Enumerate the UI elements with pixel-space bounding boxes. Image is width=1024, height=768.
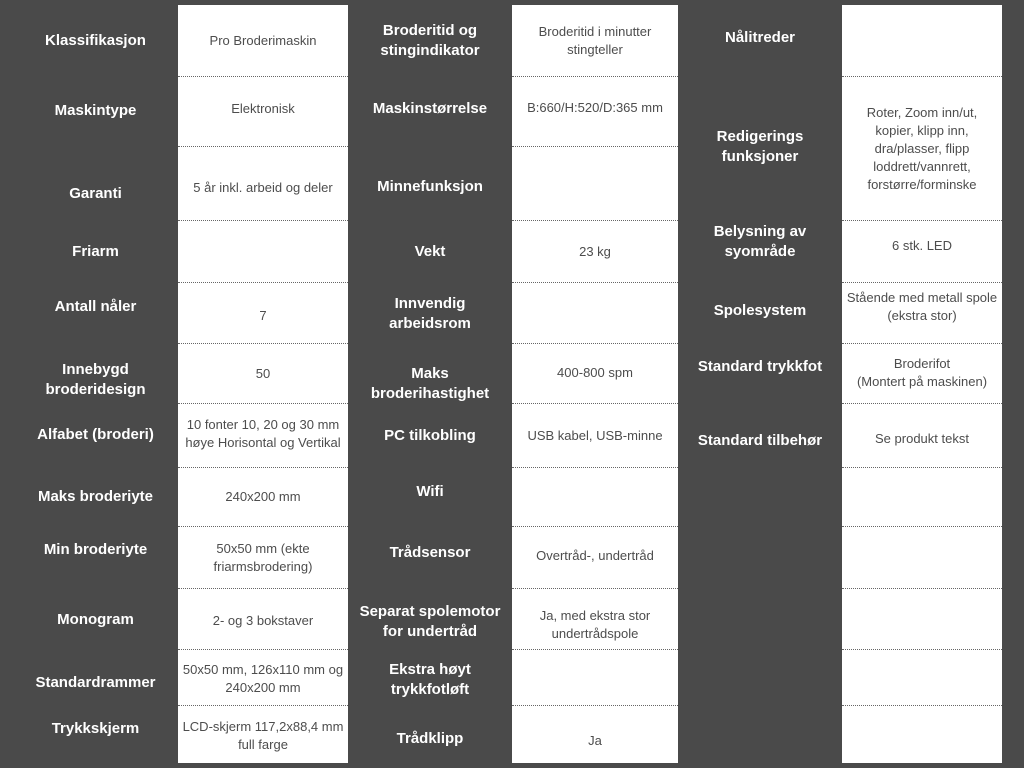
- value-cell: [178, 5, 348, 77]
- label-cell: [678, 344, 842, 404]
- label-cell: [678, 589, 842, 650]
- label-cell: [678, 77, 842, 221]
- value-cell: [178, 77, 348, 147]
- spec-label-innvendig-arbeidsrom: Innvendig arbeidsrom: [389, 294, 471, 332]
- spec-label-tradsensor: Trådsensor: [389, 544, 471, 561]
- spec-label-alfabet-broderi: Alfabet (broderi): [37, 426, 154, 443]
- spec-value-spolesystem: Stående med metall spole (ekstra stor): [846, 290, 998, 323]
- label-cell: [678, 283, 842, 344]
- spec-value-tradklipp: Ja: [588, 732, 602, 748]
- spec-value-monogram: 2- og 3 bokstaver: [212, 613, 314, 628]
- label-cell: [13, 468, 178, 527]
- label-cell: [348, 283, 512, 344]
- spec-value-vekt: 23 kg: [579, 243, 611, 259]
- label-cell: [13, 527, 178, 589]
- spec-value-standard-trykkfot: Broderifot (Montert på maskinen): [856, 355, 988, 389]
- value-cell: [178, 344, 348, 404]
- label-cell: [13, 589, 178, 650]
- spec-label-belysning-av-syomrade: Belysning av syområde: [713, 223, 807, 260]
- value-cell: [512, 706, 678, 763]
- value-cell: [842, 221, 1002, 283]
- spec-label-vekt: Vekt: [414, 243, 446, 260]
- label-cell: [13, 650, 178, 706]
- label-cell: [348, 5, 512, 77]
- spec-value-garanti: 5 år inkl. arbeid og deler: [193, 179, 333, 195]
- value-cell: [842, 468, 1002, 527]
- label-cell: [13, 283, 178, 344]
- value-cell: [842, 344, 1002, 404]
- label-cell: [13, 5, 178, 77]
- value-cell: [512, 589, 678, 650]
- label-cell: [348, 344, 512, 404]
- spec-value-maks-broderiyte: 240x200 mm: [225, 489, 301, 504]
- value-cell: [842, 404, 1002, 468]
- label-cell: [678, 706, 842, 763]
- value-cell: [178, 283, 348, 344]
- label-cell: [348, 468, 512, 527]
- value-cell: [842, 77, 1002, 221]
- label-cell: [13, 147, 178, 221]
- spec-value-maks-broderihastighet: 400-800 spm: [557, 364, 633, 380]
- spec-label-standard-tilbehor: Standard tilbehør: [697, 432, 823, 449]
- label-cell: [678, 468, 842, 527]
- spec-label-min-broderiyte: Min broderiyte: [43, 541, 148, 558]
- label-cell: [13, 221, 178, 283]
- spec-label-friarm: Friarm: [72, 243, 119, 260]
- label-cell: [678, 221, 842, 283]
- spec-label-standard-trykkfot: Standard trykkfot: [697, 358, 823, 375]
- spec-label-tradklipp: Trådklipp: [396, 729, 464, 747]
- label-cell: [678, 404, 842, 468]
- value-cell: [512, 147, 678, 221]
- spec-value-broderitid-og-stingindikator: Broderitid i minutter stingteller: [538, 23, 652, 57]
- spec-label-broderitid-og-stingindikator: Broderitid og stingindikator: [380, 22, 480, 59]
- value-cell: [842, 5, 1002, 77]
- value-column-2: [512, 5, 678, 763]
- value-cell: [842, 650, 1002, 706]
- label-column-1: [13, 5, 178, 763]
- label-column-3: [678, 5, 842, 763]
- spec-value-pc-tilkobling: USB kabel, USB-minne: [527, 427, 663, 443]
- value-cell: [178, 706, 348, 763]
- value-cell: [512, 468, 678, 527]
- spec-value-tradsensor: Overtråd-, undertråd: [536, 547, 654, 563]
- value-cell: [842, 283, 1002, 344]
- spec-value-alfabet-broderi: 10 fonter 10, 20 og 30 mm høye Horisontal og Vertikal: [185, 416, 341, 450]
- value-cell: [512, 77, 678, 147]
- label-cell: [678, 5, 842, 77]
- value-column-3: [842, 5, 1002, 763]
- value-cell: [178, 468, 348, 527]
- spec-label-maks-broderiyte: Maks broderiyte: [37, 487, 154, 505]
- spec-label-nalitreder: Nålitreder: [724, 29, 796, 46]
- spec-label-standardrammer: Standardrammer: [35, 674, 156, 691]
- spec-value-standardrammer: 50x50 mm, 126x110 mm og 240x200 mm: [182, 661, 344, 695]
- value-cell: [512, 404, 678, 468]
- value-cell: [512, 344, 678, 404]
- spec-label-maks-broderihastighet: Maks broderihastighet: [370, 365, 490, 402]
- label-cell: [13, 404, 178, 468]
- label-column-2: [348, 5, 512, 763]
- value-cell: [178, 404, 348, 468]
- value-cell: [178, 650, 348, 706]
- value-cell: [512, 5, 678, 77]
- value-cell: [512, 650, 678, 706]
- label-cell: [348, 650, 512, 706]
- spec-value-separat-spolemotor-for-undertrad: Ja, med ekstra stor undertrådspole: [539, 608, 651, 641]
- spec-value-antall-naler: 7: [259, 308, 267, 323]
- value-cell: [512, 283, 678, 344]
- value-cell: [842, 527, 1002, 589]
- spec-label-innebygd-broderidesign: Innebygd broderidesign: [45, 361, 146, 398]
- label-cell: [348, 527, 512, 589]
- spec-label-garanti: Garanti: [69, 185, 122, 202]
- label-cell: [13, 344, 178, 404]
- spec-value-maskinstorrelse: B:660/H:520/D:365 mm: [527, 99, 663, 115]
- label-cell: [348, 404, 512, 468]
- spec-value-redigerings-funksjoner: Roter, Zoom inn/ut, kopier, klipp inn, dra/plasser, flipp loddrett/vannrett, forstørre/forminske: [866, 104, 978, 192]
- value-cell: [842, 706, 1002, 763]
- label-cell: [348, 589, 512, 650]
- label-cell: [678, 650, 842, 706]
- value-cell: [842, 589, 1002, 650]
- value-cell: [512, 221, 678, 283]
- spec-label-separat-spolemotor-for-undertrad: Separat spolemotor for undertråd: [359, 602, 501, 640]
- value-cell: [178, 221, 348, 283]
- label-cell: [13, 706, 178, 763]
- spec-label-redigerings-funksjoner: Redigerings funksjoner: [716, 128, 804, 165]
- value-column-1: [178, 5, 348, 763]
- spec-label-klassifikasjon: Klassifikasjon: [45, 32, 146, 49]
- spec-value-standard-tilbehor: Se produkt tekst: [875, 430, 969, 446]
- spec-label-minnefunksjon: Minnefunksjon: [377, 178, 483, 195]
- label-cell: [678, 527, 842, 589]
- spec-value-belysning-av-syomrade: 6 stk. LED: [892, 237, 952, 253]
- value-cell: [178, 147, 348, 221]
- spec-label-trykkskjerm: Trykkskjerm: [51, 719, 140, 737]
- spec-label-ekstra-hoyt-trykkfotloft: Ekstra høyt trykkfotløft: [389, 661, 471, 698]
- value-cell: [178, 589, 348, 650]
- spec-label-maskinstorrelse: Maskinstørrelse: [372, 100, 488, 117]
- spec-value-trykkskjerm: LCD-skjerm 117,2x88,4 mm full farge: [182, 718, 344, 752]
- spec-label-pc-tilkobling: PC tilkobling: [384, 427, 476, 444]
- spec-label-antall-naler: Antall nåler: [54, 297, 137, 315]
- spec-value-innebygd-broderidesign: 50: [255, 365, 271, 381]
- spec-label-maskintype: Maskintype: [54, 102, 137, 119]
- label-cell: [348, 77, 512, 147]
- spec-label-spolesystem: Spolesystem: [713, 301, 807, 319]
- spec-value-maskintype: Elektronisk: [231, 100, 295, 116]
- spec-value-min-broderiyte: 50x50 mm (ekte friarmsbrodering): [213, 540, 313, 574]
- label-cell: [348, 221, 512, 283]
- label-cell: [348, 706, 512, 763]
- spec-label-monogram: Monogram: [57, 610, 134, 628]
- label-cell: [13, 77, 178, 147]
- spec-label-wifi: Wifi: [416, 482, 444, 500]
- label-cell: [348, 147, 512, 221]
- value-cell: [512, 527, 678, 589]
- spec-value-klassifikasjon: Pro Broderimaskin: [209, 32, 317, 48]
- value-cell: [178, 527, 348, 589]
